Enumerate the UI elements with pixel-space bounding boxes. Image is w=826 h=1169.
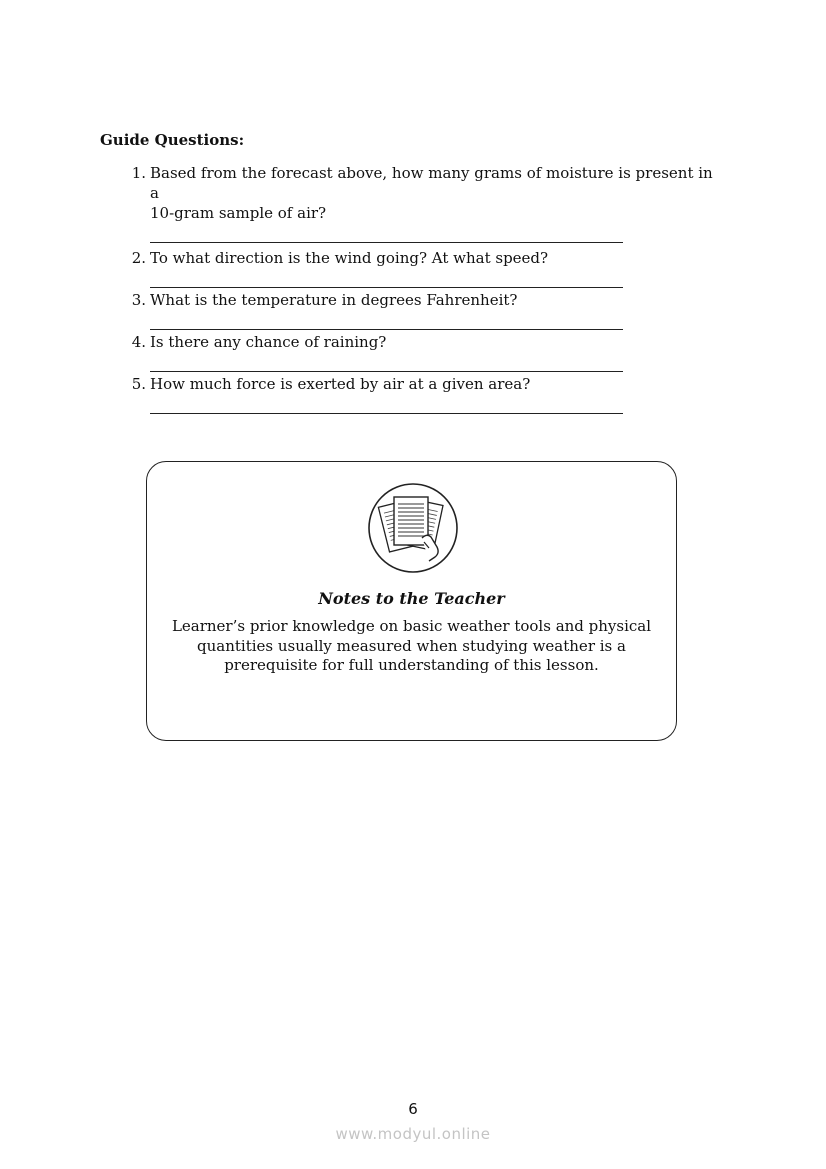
question-number: 4. xyxy=(131,333,146,351)
answer-line[interactable] xyxy=(150,394,623,414)
question-number: 3. xyxy=(131,291,146,309)
watermark: www.modyul.online xyxy=(335,1125,491,1143)
question-text-line: 10-gram sample of air? xyxy=(150,204,327,222)
answer-line[interactable] xyxy=(150,268,623,288)
question-text-line: What is the temperature in degrees Fahrenheit? xyxy=(150,291,518,309)
question-item-4 xyxy=(120,332,720,372)
notes-body-line: quantities usually measured when studying weather is a xyxy=(197,636,626,655)
question-item-5 xyxy=(120,374,720,414)
question-text-line: How much force is exerted by air at a given area? xyxy=(150,375,531,393)
question-number: 5. xyxy=(131,375,146,393)
question-text-line: Based from the forecast above, how many grams of moisture is present in a xyxy=(150,164,713,202)
notes-body-line: Learner’s prior knowledge on basic weather tools and physical xyxy=(171,617,652,635)
page-number: 6 xyxy=(408,1100,418,1118)
answer-line[interactable] xyxy=(150,310,623,330)
answer-line[interactable] xyxy=(150,223,623,243)
question-text-line: To what direction is the wind going? At what speed? xyxy=(150,249,549,267)
notes-body-line: prerequisite for full understanding of this lesson. xyxy=(224,656,599,674)
notes-to-teacher-box xyxy=(146,461,677,741)
question-item-3 xyxy=(120,290,720,330)
question-number: 2. xyxy=(131,249,146,267)
answer-line[interactable] xyxy=(150,352,623,372)
question-item-1 xyxy=(120,163,720,243)
question-list xyxy=(120,163,720,414)
question-text-line: Is there any chance of raining? xyxy=(150,333,387,351)
question-item-2 xyxy=(120,248,720,288)
notes-body xyxy=(167,617,656,676)
question-number: 1. xyxy=(131,164,146,182)
guide-questions-heading: Guide Questions: xyxy=(100,131,245,149)
papers-in-hand-icon xyxy=(367,482,459,574)
notes-title: Notes to the Teacher xyxy=(318,589,505,608)
